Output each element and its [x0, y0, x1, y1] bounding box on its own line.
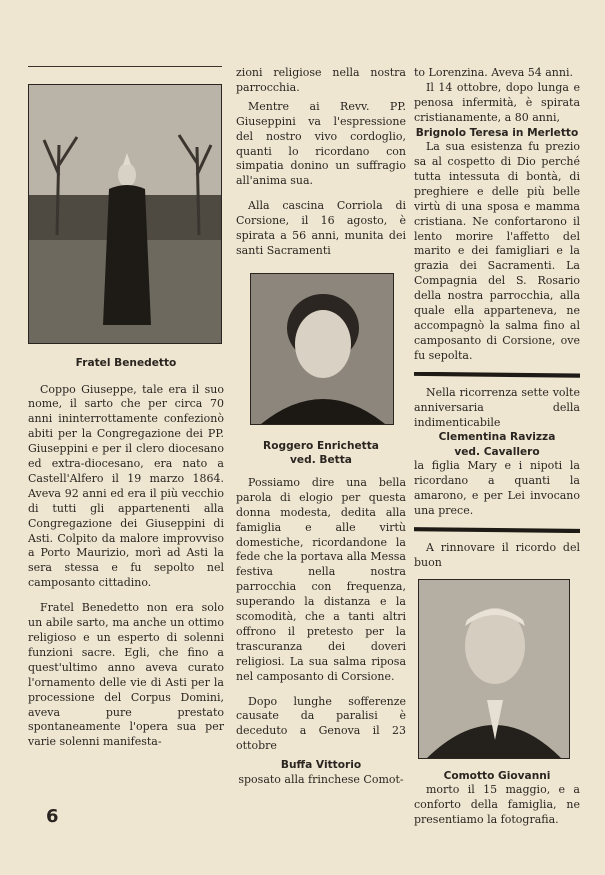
name-brignolo-teresa: Brignolo Teresa in Merletto — [415, 126, 579, 139]
photo-fratel-benedetto-image — [29, 85, 221, 343]
text-figlia-mary: la figlia Mary e i nipoti la ricordano a quanti la amarono, e per Lei invocano una prece. — [414, 459, 580, 518]
column-3 — [414, 58, 580, 828]
photo-roggero-enrichetta-image — [251, 274, 393, 424]
text-fratel-benedetto: Fratel Benedetto non era solo un abile sarto, ma anche un ottimo religioso e un esperto di solenni funzioni sacre. Egli, che fino a quest'ultimo anno aveva curato l'ornamento delle vie di Asti per la processione del Corpus Domini, aveva pure prestato spontaneamente l'opera sua per varie solenni manifesta- — [28, 601, 224, 749]
text-elogio: Possiamo dire una bella parola di elogio per questa donna modesta, dedita alla famiglia e alle virtù domestiche, ricordandone la fede che la portava alla Messa festiva nella nostra parrocchia con frequenza, superando la distanza e la scomodità, che a tanti altri offrono il pretesto per la trascuranza dei doveri religiosi. La sua salma riposa nel camposanto di Corsione. — [236, 475, 406, 683]
text-14-ottobre: Il 14 ottobre, dopo lunga e penosa infermità, è spirata cristianamente, a 80 anni, — [414, 80, 580, 124]
text-cascina-corriola: Alla cascina Corriola di Corsione, il 16 agosto, è spirata a 56 anni, munita dei santi Sacramenti — [236, 199, 406, 257]
text-col3-continuation: to Lorenzina. Aveva 54 anni. — [414, 66, 573, 79]
photo-comotto-giovanni — [418, 579, 570, 759]
caption-roggero-enrichetta: Roggero Enrichetta — [263, 439, 379, 452]
text-lunghe-sofferenze: Dopo lunghe sofferenze causate da paralisi è deceduto a Genova il 23 ottobre — [236, 694, 406, 753]
caption-fratel-benedetto: Fratel Benedetto — [75, 357, 177, 369]
text-rinnovare: A rinnovare il ricordo del buon — [414, 541, 580, 569]
text-coppo-giuseppe: Coppo Giuseppe, tale era il suo nome, il sarto che per circa 70 anni ininterrottamente confezionò abiti per la Congregazione dei PP. Giuseppini e per il clero diocesano ed extra-diocesano, era nato a Castell'Alfero il 19 marzo 1864. Aveva 92 anni ed era il più vecchio di tutti gli appartenenti alla Congregazione dei Giuseppini di Asti. Colpito da malore improvviso a Porto Maurizio, morì ad Asti la sera stessa e fu sepolto nel camposanto cittadino. — [28, 382, 224, 590]
name-ved-cavallero: ved. Cavallero — [454, 445, 540, 458]
text-col2-continuation: zioni religiose nella nostra parrocchia. — [236, 66, 406, 94]
separator-bar-1 — [414, 372, 580, 378]
separator-bar-2 — [414, 527, 580, 533]
column-1 — [28, 58, 224, 750]
photo-comotto-giovanni-image — [419, 580, 569, 758]
text-cordoglio: Mentre ai Revv. PP. Giuseppini va l'espressione del nostro vivo cordoglio, quanti lo ricordano con simpatia donino un suffragio all'anima sua. — [236, 99, 406, 188]
name-clementina-ravizza: Clementina Ravizza — [438, 431, 556, 444]
caption-comotto-giovanni: Comotto Giovanni — [443, 769, 551, 782]
text-sposato: sposato alla frinchese Comot- — [238, 772, 404, 786]
name-buffa-vittorio: Buffa Vittorio — [280, 759, 362, 772]
caption-ved-betta: ved. Betta — [290, 454, 352, 467]
text-esistenza: La sua esistenza fu prezio sa al cospetto di Dio perché tutta intessuta di bontà, di preghiere e delle più belle virtù di una sposa e mamma cristiana. Ne confortarono il lento morire l'affetto del marito e dei famigliari e la grazia dei Sacramenti. La Compagnia del S. Rosario della nostra parrocchia, alla quale ella apparteneva, ne accompagnò la salma fino al camposanto di Corsione, ove fu sepolta. — [414, 140, 580, 362]
photo-roggero-enrichetta — [250, 273, 394, 425]
photo-fratel-benedetto — [28, 84, 222, 344]
column-2 — [236, 58, 406, 788]
page-number: 6 — [46, 806, 59, 827]
text-ricorrenza: Nella ricorrenza sette volte anniversaria della indimenticabile — [414, 385, 580, 429]
text-morto-15-maggio: morto il 15 maggio, e a conforto della famiglia, ne presentiamo la fotografia. — [414, 783, 580, 827]
